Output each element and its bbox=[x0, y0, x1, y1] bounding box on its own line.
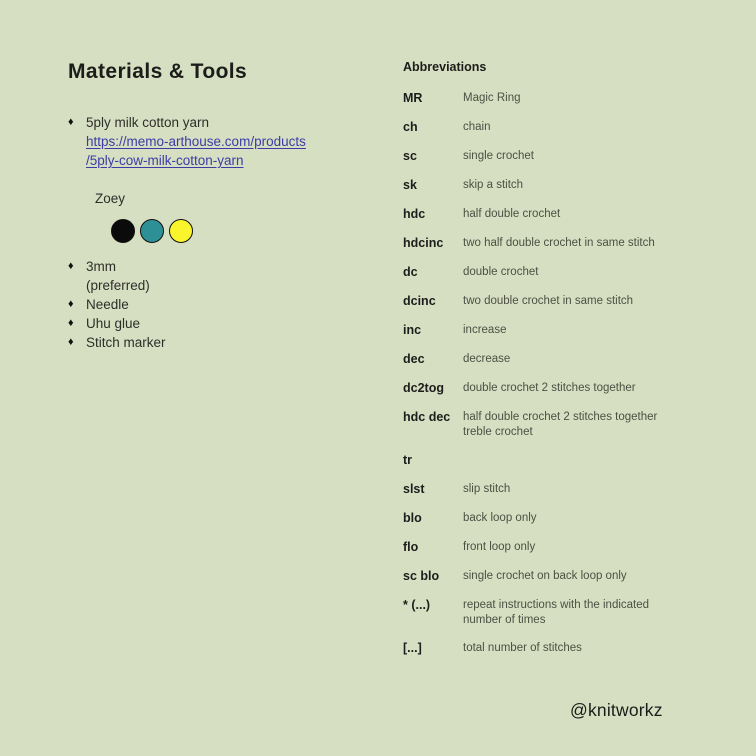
abbr-term: blo bbox=[403, 511, 422, 525]
materials-title: Materials & Tools bbox=[68, 60, 248, 83]
abbr-term: dec bbox=[403, 352, 425, 366]
abbr-row bbox=[403, 511, 703, 526]
abbreviations-title: Abbreviations bbox=[403, 60, 487, 74]
abbr-description: decrease bbox=[463, 353, 511, 365]
abbr-description: double crochet bbox=[463, 266, 539, 278]
abbr-description: double crochet 2 stitches together bbox=[463, 382, 636, 394]
abbr-description: chain bbox=[463, 121, 491, 133]
abbr-term: MR bbox=[403, 91, 423, 105]
yellow-swatch bbox=[169, 219, 193, 243]
abbr-description: Magic Ring bbox=[463, 92, 521, 104]
abbr-description: half double crochet 2 stitches together treble crochet bbox=[463, 411, 658, 438]
abbr-description: two half double crochet in same stitch bbox=[463, 237, 655, 249]
abbr-term: sc bbox=[403, 149, 417, 163]
tool-item bbox=[68, 257, 378, 276]
yarn-item bbox=[68, 113, 378, 170]
bullet-diamond-icon: ♦ bbox=[68, 298, 74, 310]
abbr-description: slip stitch bbox=[463, 483, 511, 495]
abbr-term: sk bbox=[403, 178, 417, 192]
tool-item bbox=[68, 333, 378, 352]
abbr-row bbox=[403, 265, 703, 280]
abbr-term: * (...) bbox=[403, 598, 431, 612]
abbr-row bbox=[403, 149, 703, 164]
abbr-row bbox=[403, 323, 703, 338]
tool-item-label: Needle bbox=[86, 297, 129, 312]
yarn-link-line2[interactable]: /5ply-cow-milk-cotton-yarn bbox=[86, 153, 244, 168]
abbr-description: single crochet on back loop only bbox=[463, 570, 627, 582]
abbr-row bbox=[403, 381, 703, 396]
tool-item bbox=[68, 295, 378, 314]
abbr-description: total number of stitches bbox=[463, 642, 582, 654]
yarn-label: 5ply milk cotton yarn bbox=[86, 115, 210, 130]
abbr-description: half double crochet bbox=[463, 208, 561, 220]
abbr-term: hdc bbox=[403, 207, 426, 221]
abbr-description: single crochet bbox=[463, 150, 534, 162]
abbr-row bbox=[403, 482, 703, 497]
abbreviations-section bbox=[403, 60, 703, 670]
abbr-row bbox=[403, 120, 703, 135]
abbr-row bbox=[403, 540, 703, 555]
abbr-description: skip a stitch bbox=[463, 179, 524, 191]
black-swatch bbox=[111, 219, 135, 243]
abbr-row bbox=[403, 641, 703, 656]
abbr-row bbox=[403, 410, 703, 439]
abbr-term: dcinc bbox=[403, 294, 436, 308]
abbr-description: back loop only bbox=[463, 512, 537, 524]
tool-item bbox=[68, 314, 378, 333]
abbr-row bbox=[403, 207, 703, 222]
tools-list bbox=[68, 257, 378, 352]
tool-item-note: (preferred) bbox=[86, 278, 150, 293]
abbr-term: dc bbox=[403, 265, 418, 279]
instagram-handle: @knitworkz bbox=[570, 700, 663, 720]
abbr-term: ch bbox=[403, 120, 418, 134]
abbr-row bbox=[403, 569, 703, 584]
abbr-description: two double crochet in same stitch bbox=[463, 295, 634, 307]
materials-section bbox=[68, 60, 378, 352]
abbr-row bbox=[403, 236, 703, 251]
abbr-row bbox=[403, 352, 703, 367]
tool-item-label: 3mm bbox=[86, 259, 116, 274]
abbr-term: sc blo bbox=[403, 569, 440, 583]
abbr-description: repeat instructions with the indicated number of times bbox=[463, 599, 650, 626]
bullet-diamond-icon: ♦ bbox=[68, 317, 74, 329]
yarn-swatches bbox=[68, 219, 378, 243]
yarn-product-link[interactable] bbox=[86, 132, 378, 170]
abbr-term: tr bbox=[403, 453, 413, 467]
bullet-diamond-icon: ♦ bbox=[68, 260, 74, 272]
teal-swatch bbox=[140, 219, 164, 243]
abbr-term: [...] bbox=[403, 641, 422, 655]
abbr-row bbox=[403, 598, 703, 627]
abbr-row bbox=[403, 453, 703, 468]
abbreviations-table bbox=[403, 91, 703, 656]
tool-item-label: Uhu glue bbox=[86, 316, 141, 331]
tool-item-label: Stitch marker bbox=[86, 335, 166, 350]
abbr-term: dc2tog bbox=[403, 381, 444, 395]
bullet-diamond-icon: ♦ bbox=[68, 116, 74, 128]
abbr-term: flo bbox=[403, 540, 419, 554]
abbr-term: hdc dec bbox=[403, 410, 451, 424]
abbr-row bbox=[403, 178, 703, 193]
bullet-diamond-icon: ♦ bbox=[68, 336, 74, 348]
abbr-description: front loop only bbox=[463, 541, 536, 553]
abbr-term: slst bbox=[403, 482, 425, 496]
abbr-description: increase bbox=[463, 324, 507, 336]
abbr-term: inc bbox=[403, 323, 422, 337]
abbr-row bbox=[403, 294, 703, 309]
abbr-term: hdcinc bbox=[403, 236, 444, 250]
yarn-link-line1[interactable]: https://memo-arthouse.com/products bbox=[86, 134, 306, 149]
yarn-color-name: Zoey bbox=[95, 191, 126, 206]
abbr-row bbox=[403, 91, 703, 106]
